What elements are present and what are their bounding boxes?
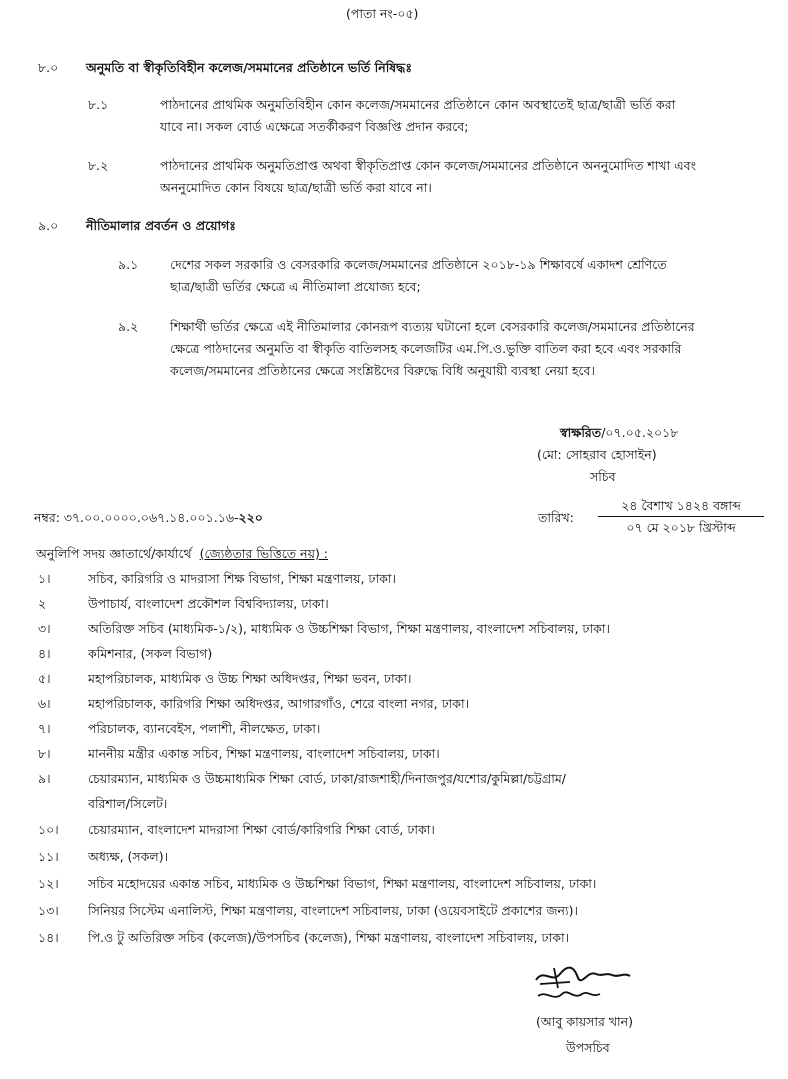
cc-item-number: ৭। — [38, 721, 51, 736]
signatory-name: (মো: সোহরাব হোসাইন) — [537, 447, 657, 462]
date-bangla: ২৪ বৈশাখ ১৪২৪ বঙ্গাব্দ — [621, 498, 741, 513]
cc-item-number: ৫। — [38, 671, 51, 686]
cc-item-text: পরিচালক, ব্যানবেইস, পলাশী, নীলক্ষেত, ঢাকা। — [88, 721, 321, 736]
item-8-1-line2: যাবে না। সকল বোর্ড এক্ষেত্রে সতর্কীকরণ বিজ্ঞপ্তি প্রদান করবে; — [160, 119, 469, 134]
cc-item-text: অতিরিক্ত সচিব (মাধ্যমিক-১/২), মাধ্যমিক ও উচ্চশিক্ষা বিভাগ, শিক্ষা মন্ত্রণালয়, বাংলাদেশ সচিবালয়, ঢাকা। — [88, 621, 610, 636]
item-9-2-line1: শিক্ষার্থী ভর্তির ক্ষেত্রে এই নীতিমালার কোনরূপ ব্যত্যয় ঘটানো হলে বেসরকারি কলেজ/সমমানের প্রতিষ্ঠানের — [170, 319, 695, 334]
cc-item-number: ৪। — [38, 646, 51, 661]
cc-item-text: মহাপরিচালক, কারিগরি শিক্ষা অধিদপ্তর, আগারগাঁও, শেরে বাংলা নগর, ঢাকা। — [88, 696, 470, 711]
cc-item-text: সচিব, কারিগরি ও মাদরাসা শিক্ষ বিভাগ, শিক্ষা মন্ত্রণালয়, ঢাকা। — [88, 571, 396, 586]
item-8-1-line1: পাঠদানের প্রাথমিক অনুমতিবিহীন কোন কলেজ/সমমানের প্রতিষ্ঠানে কোন অবস্থাতেই ছাত্র/ছাত্রী ভর্তি করা — [160, 97, 676, 112]
cc-item-number: ১৩। — [38, 903, 59, 918]
cc-item-text: মাননীয় মন্ত্রীর একান্ত সচিব, শিক্ষা মন্ত্রণালয়, বাংলাদেশ সচিবালয়, ঢাকা। — [88, 746, 440, 761]
signed-label: স্বাক্ষরিত — [560, 425, 602, 440]
signatory-designation: সচিব — [590, 469, 616, 484]
cc-title-line — [36, 546, 328, 566]
cc-item-number: ২ — [38, 596, 47, 611]
memo-number — [34, 510, 263, 530]
section-8-number: ৮.০ — [38, 60, 59, 75]
page-number: (পাতা নং-০৫) — [346, 6, 419, 21]
cc-item-number: ১২। — [38, 876, 59, 891]
cc-item-text: উপাচার্য, বাংলাদেশ প্রকৌশল বিশ্ববিদ্যালয়, ঢাকা। — [88, 596, 329, 611]
date-label: তারিখ: — [538, 510, 574, 525]
cc-item-number: ১। — [38, 571, 51, 586]
memo-number-suffix: ২২০ — [238, 510, 263, 525]
item-8-1-number: ৮.১ — [88, 97, 109, 112]
cc-item-number: ৮। — [38, 746, 51, 761]
cc-title: অনুলিপি সদয় জ্ঞাতার্থে/কার্যার্থে — [36, 546, 192, 561]
cc-item-number: ৩। — [38, 621, 51, 636]
item-9-1-number: ৯.১ — [118, 257, 139, 272]
signature-scribble-icon — [530, 960, 640, 1012]
item-8-2-line1: পাঠদানের প্রাথমিক অনুমতিপ্রাপ্ত অথবা স্বীকৃতিপ্রাপ্ত কোন কলেজ/সমমানের প্রতিষ্ঠানে অননুমোদিত শাখা এবং — [160, 158, 697, 173]
cc-item-number: ৯। — [38, 771, 51, 786]
item-9-2-line3: কলেজ/সমমানের প্রতিষ্ঠানের ক্ষেত্রে সংশ্লিষ্টদের বিরুদ্ধে বিধি অনুযায়ী ব্যবস্থা নেয়া হবে। — [170, 363, 595, 378]
cc-title-note: (জ্যেষ্ঠতার ভিত্তিতে নয়) : — [199, 546, 329, 561]
item-9-1-line1: দেশের সকল সরকারি ও বেসরকারি কলেজ/সমমানের প্রতিষ্ঠানে ২০১৮-১৯ শিক্ষাবর্ষে একাদশ শ্রেণিতে — [170, 257, 667, 272]
cc-item-text: সচিব মহোদয়ের একান্ত সচিব, মাধ্যমিক ও উচ্চশিক্ষা বিভাগ, শিক্ষা মন্ত্রণালয়, বাংলাদেশ সচিবালয়, ঢাকা। — [88, 876, 597, 891]
cc-item-text: সিনিয়র সিস্টেম এনালিস্ট, শিক্ষা মন্ত্রণালয়, বাংলাদেশ সচিবালয়, ঢাকা (ওয়েবসাইটে প্রকাশের জন্য)। — [88, 903, 578, 918]
signed-date: /০৭.০৫.২০১৮ — [601, 425, 679, 440]
item-9-2-number: ৯.২ — [118, 319, 139, 334]
cc-item-text: অধ্যক্ষ, (সকল)। — [88, 849, 169, 864]
item-9-2-line2: ক্ষেত্রে পাঠদানের অনুমতি বা স্বীকৃতি বাতিলসহ কলেজটির এম.পি.ও.ভুক্তি বাতিল করা হবে এবং সরকারি — [170, 341, 682, 356]
item-8-2-line2: অননুমোদিত কোন বিষয়ে ছাত্র/ছাত্রী ভর্তি করা যাবে না। — [160, 180, 432, 195]
cc-item-text: পি.ও টু অতিরিক্ত সচিব (কলেজ)/উপসচিব (কলেজ), শিক্ষা মন্ত্রণালয়, বাংলাদেশ সচিবালয়, ঢাকা। — [88, 930, 570, 945]
cc-item-text-continued: বরিশাল/সিলেট। — [88, 796, 168, 811]
cc-item-number: ১১। — [38, 849, 59, 864]
cc-item-number: ১৪। — [38, 930, 59, 945]
memo-number-label: নম্বর: ৩৭.০০.০০০০.০৬৭.১৪.০০১.১৬- — [34, 510, 239, 525]
date-divider — [598, 516, 764, 517]
footer-signatory-designation: উপসচিব — [566, 1040, 610, 1055]
handwritten-signature — [530, 960, 640, 1012]
date-english: ০৭ মে ২০১৮ খ্রিস্টাব্দ — [626, 520, 736, 535]
cc-item-text: চেয়ারম্যান, বাংলাদেশ মাদরাসা শিক্ষা বোর্ড/কারিগরি শিক্ষা বোর্ড, ঢাকা। — [88, 822, 435, 837]
cc-item-text: মহাপরিচালক, মাধ্যমিক ও উচ্চ শিক্ষা অধিদপ্তর, শিক্ষা ভবন, ঢাকা। — [88, 671, 412, 686]
section-8-heading: অনুমতি বা স্বীকৃতিবিহীন কলেজ/সমমানের প্রতিষ্ঠানে ভর্তি নিষিদ্ধঃ — [86, 60, 412, 75]
cc-item-number: ১০। — [38, 822, 59, 837]
section-9-number: ৯.০ — [38, 218, 59, 233]
footer-signatory-name: (আবু কায়সার খান) — [536, 1014, 634, 1029]
section-9-heading: নীতিমালার প্রবর্তন ও প্রয়োগঃ — [86, 218, 236, 233]
cc-item-number: ৬। — [38, 696, 51, 711]
item-9-1-line2: ছাত্র/ছাত্রী ভর্তির ক্ষেত্রে এ নীতিমালা প্রযোজ্য হবে; — [170, 279, 421, 294]
cc-item-text: চেয়ারম্যান, মাধ্যমিক ও উচ্চমাধ্যমিক শিক্ষা বোর্ড, ঢাকা/রাজশাহী/দিনাজপুর/যশোর/কুমিল্লা/চট্টগ্রাম/ — [88, 771, 566, 786]
signed-line — [560, 425, 678, 445]
cc-item-text: কমিশনার, (সকল বিভাগ) — [88, 646, 213, 661]
item-8-2-number: ৮.২ — [88, 158, 109, 173]
